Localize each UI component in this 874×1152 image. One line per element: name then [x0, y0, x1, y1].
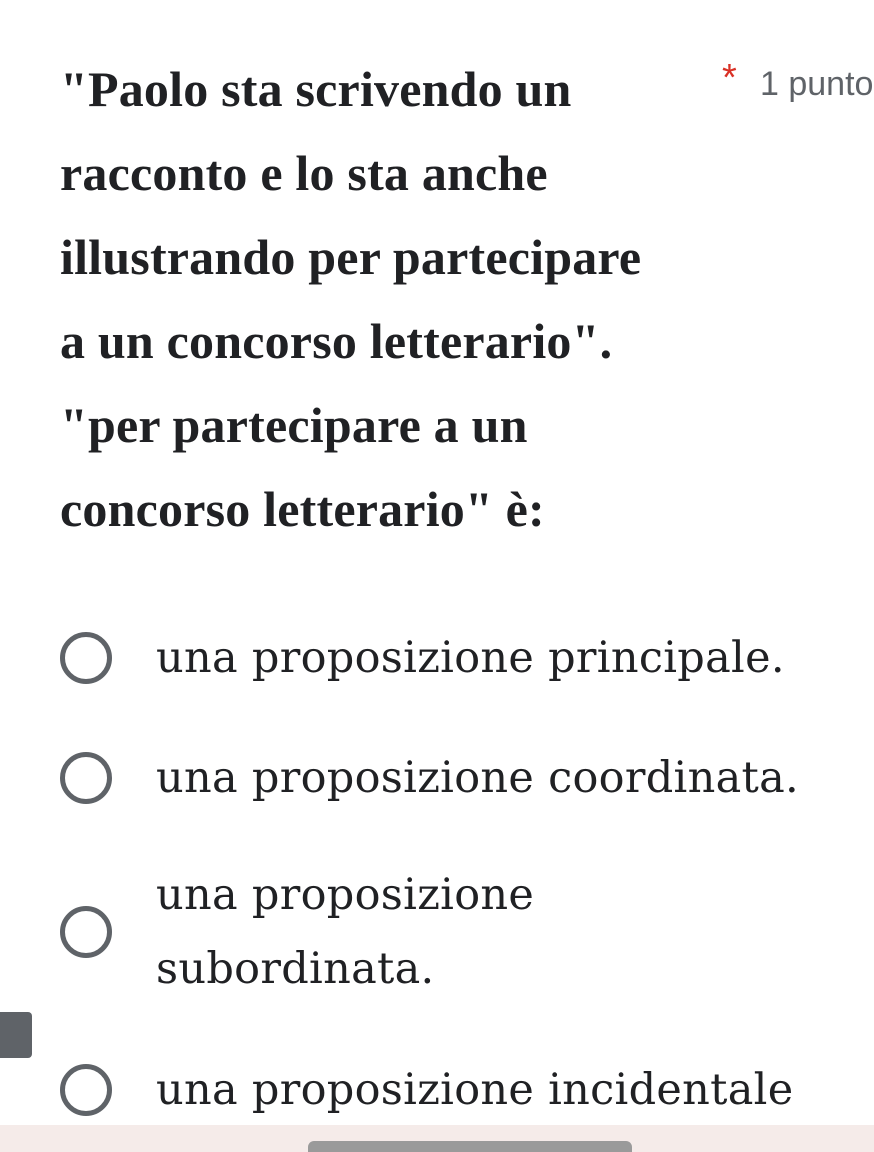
radio-circle-icon[interactable] — [60, 906, 112, 958]
radio-circle-icon[interactable] — [60, 1064, 112, 1116]
question-title-line: "Paolo sta scrivendo un — [60, 61, 572, 117]
option-label: una proposizione coordinata. — [156, 753, 800, 803]
question-title-line: "per partecipare a un — [60, 397, 528, 453]
option-label-line: subordinata. — [156, 944, 435, 994]
option-incidentale[interactable] — [0, 1050, 874, 1130]
home-indicator[interactable] — [308, 1141, 632, 1152]
question-title-line: a un concorso letterario". — [60, 313, 613, 369]
option-label: una proposizione principale. — [156, 633, 785, 683]
radio-circle-icon[interactable] — [60, 632, 112, 684]
radio-circle-icon[interactable] — [60, 752, 112, 804]
required-asterisk: * — [722, 57, 737, 99]
points-label: 1 punto — [760, 65, 874, 103]
question-title — [60, 47, 700, 551]
option-label: una proposizione incidentale — [156, 1065, 794, 1115]
option-principale[interactable] — [0, 618, 874, 698]
question-title-line: concorso letterario" è: — [60, 481, 545, 537]
question-title-line: racconto e lo sta anche — [60, 145, 548, 201]
question-title-line: illustrando per partecipare — [60, 229, 642, 285]
option-subordinata[interactable] — [0, 860, 874, 1010]
option-label-line: una proposizione — [156, 870, 535, 920]
option-coordinata[interactable] — [0, 738, 874, 818]
